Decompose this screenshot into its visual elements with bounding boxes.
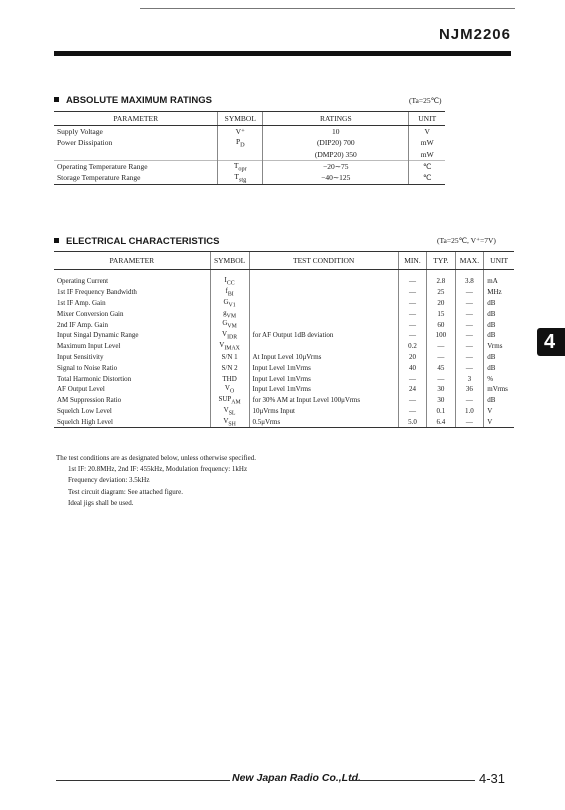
note-line: Test circuit diagram: See attached figure. xyxy=(68,487,183,496)
symbol-cell: $P_D$ xyxy=(218,137,263,149)
max-cell: 3 xyxy=(455,373,484,384)
parameter-cell: Operating Current xyxy=(57,277,109,286)
symbol-cell: $G_{V1}$ xyxy=(210,298,249,309)
col-symbol: SYMBOL xyxy=(210,252,249,270)
part-number: NJM2206 xyxy=(438,26,511,43)
parameter-cell: AM Suppression Ratio xyxy=(57,396,122,405)
parameter-cell: 1st IF Amp. Gain xyxy=(57,298,106,307)
symbol-cell: $V_{SH}$ xyxy=(210,416,249,427)
test-condition-cell: 10μVrms Input xyxy=(249,406,398,417)
max-cell: — xyxy=(455,287,484,298)
col-min: MIN. xyxy=(398,252,426,270)
table-row xyxy=(54,270,514,287)
min-cell: 40 xyxy=(398,362,426,373)
unit-cell: V xyxy=(484,406,514,417)
typ-cell: 60 xyxy=(427,319,455,330)
table-row xyxy=(54,330,514,341)
unit-cell: dB xyxy=(484,352,514,363)
parameter-cell: Storage Temperature Range xyxy=(54,172,218,184)
notes-intro: The test conditions are as designated below, unless otherwise specified. xyxy=(56,454,256,462)
min-cell: 24 xyxy=(398,384,426,395)
parameter-cell: Supply Voltage xyxy=(57,127,103,136)
min-cell: 20 xyxy=(398,352,426,363)
typ-cell: 15 xyxy=(427,308,455,319)
test-notes xyxy=(56,453,256,509)
test-condition-cell: Input Level 1mVrms xyxy=(249,384,398,395)
unit-cell: Vrms xyxy=(484,341,514,352)
electrical-table xyxy=(54,251,514,428)
table-row xyxy=(54,298,514,309)
parameter-cell: 1st IF Frequency Bandwidth xyxy=(57,288,137,297)
min-cell: 0.2 xyxy=(398,341,426,352)
col-unit: UNIT xyxy=(409,112,445,126)
symbol-cell: V⁺ xyxy=(218,126,263,138)
max-cell: — xyxy=(455,362,484,373)
col-parameter: PARAMETER xyxy=(54,112,218,126)
parameter-cell: Input Singal Dynamic Range xyxy=(57,331,139,340)
typ-cell: 0.1 xyxy=(427,406,455,417)
ratings-cell: (DIP20) 700 xyxy=(263,137,409,149)
parameter-cell: Mixer Conversion Gain xyxy=(57,309,124,318)
header-bar xyxy=(54,51,511,56)
unit-cell: dB xyxy=(484,308,514,319)
symbol-cell: $T_{opr}$ xyxy=(218,160,263,172)
unit-cell: dB xyxy=(484,395,514,406)
typ-cell: 25 xyxy=(427,287,455,298)
unit-cell: V xyxy=(484,416,514,427)
absolute-max-table xyxy=(54,111,445,185)
unit-cell: mW xyxy=(409,137,445,149)
footer-brand: New Japan Radio Co.,Ltd. xyxy=(232,772,361,784)
table-header-row xyxy=(54,252,514,270)
test-condition-cell: Input Level 1mVrms xyxy=(249,362,398,373)
unit-cell: % xyxy=(484,373,514,384)
parameter-cell: Input Sensitivity xyxy=(57,352,104,361)
symbol-cell: $V_{IDR}$ xyxy=(210,330,249,341)
unit-cell: mA xyxy=(484,270,514,287)
max-cell: 1.0 xyxy=(455,406,484,417)
typ-cell: 30 xyxy=(427,395,455,406)
symbol-cell: THD xyxy=(210,373,249,384)
max-cell: 3.8 xyxy=(455,270,484,287)
parameter-cell: 2nd IF Amp. Gain xyxy=(57,320,108,329)
symbol-cell: S/N 2 xyxy=(210,362,249,373)
col-test-condition: TEST CONDITION xyxy=(249,252,398,270)
ratings-cell: (DMP20) 350 xyxy=(263,149,409,161)
col-unit: UNIT xyxy=(484,252,514,270)
min-cell: — xyxy=(398,308,426,319)
table-row xyxy=(54,149,445,161)
test-condition-cell xyxy=(249,319,398,330)
square-bullet-icon xyxy=(54,238,59,243)
test-condition-cell: for 30% AM at Input Level 100μVrms xyxy=(249,395,398,406)
table-row xyxy=(54,287,514,298)
table-row xyxy=(54,395,514,406)
parameter-cell: Total Harmonic Distortion xyxy=(57,374,132,383)
typ-cell: 2.8 xyxy=(427,270,455,287)
note-line: Frequency deviation: 3.5kHz xyxy=(68,476,150,485)
table-row xyxy=(54,384,514,395)
col-typ: TYP. xyxy=(427,252,455,270)
unit-cell: ℃ xyxy=(409,160,445,172)
unit-cell: dB xyxy=(484,319,514,330)
unit-cell: MHz xyxy=(484,287,514,298)
min-cell: — xyxy=(398,330,426,341)
symbol-cell: $V_{IMAX}$ xyxy=(210,341,249,352)
min-cell: — xyxy=(398,395,426,406)
page-number: 4-31 xyxy=(479,771,506,786)
ratings-cell: −20∼75 xyxy=(263,160,409,172)
parameter-cell: Squelch Low Level xyxy=(57,406,112,415)
test-condition-cell xyxy=(249,287,398,298)
max-cell: 36 xyxy=(455,384,484,395)
absolute-max-heading xyxy=(54,95,212,106)
symbol-cell: $V_{SL}$ xyxy=(210,406,249,417)
absolute-max-title: ABSOLUTE MAXIMUM RATINGS xyxy=(66,95,213,106)
max-cell: — xyxy=(455,330,484,341)
footer-rule-left xyxy=(56,780,230,781)
parameter-cell: Signal to Noise Ratio xyxy=(57,363,118,372)
parameter-cell: Operating Temperature Range xyxy=(54,160,218,172)
test-condition-cell xyxy=(249,341,398,352)
table-row xyxy=(54,362,514,373)
typ-cell: — xyxy=(427,373,455,384)
test-condition-cell xyxy=(249,270,398,287)
min-cell: — xyxy=(398,298,426,309)
symbol-cell: $G_{VM}$ xyxy=(210,319,249,330)
table-row xyxy=(54,172,445,184)
test-condition-cell xyxy=(249,298,398,309)
ratings-cell: −40∼125 xyxy=(263,172,409,184)
typ-cell: 6.4 xyxy=(427,416,455,427)
table-row xyxy=(54,137,445,149)
unit-cell: mVrms xyxy=(484,384,514,395)
min-cell: — xyxy=(398,319,426,330)
test-condition-cell: 0.5μVrms xyxy=(249,416,398,427)
max-cell: — xyxy=(455,298,484,309)
col-parameter: PARAMETER xyxy=(54,252,210,270)
electrical-condition: (Ta=25℃, V⁺=7V) xyxy=(437,236,496,245)
table-row xyxy=(54,341,514,352)
typ-cell: — xyxy=(427,341,455,352)
table-row xyxy=(54,416,514,427)
test-condition-cell xyxy=(249,308,398,319)
parameter-cell xyxy=(54,149,218,161)
symbol-cell: $SUP_{AM}$ xyxy=(210,395,249,406)
typ-cell: 20 xyxy=(427,298,455,309)
absolute-max-condition: (Ta=25℃) xyxy=(409,96,442,105)
table-header-row xyxy=(54,112,445,126)
max-cell: — xyxy=(455,341,484,352)
min-cell: — xyxy=(398,270,426,287)
max-cell: — xyxy=(455,352,484,363)
unit-cell: mW xyxy=(409,149,445,161)
typ-cell: 30 xyxy=(427,384,455,395)
unit-cell: dB xyxy=(484,330,514,341)
symbol-cell: $I_{CC}$ xyxy=(210,270,249,287)
col-symbol: SYMBOL xyxy=(218,112,263,126)
chapter-tab: 4 xyxy=(537,328,565,356)
table-row xyxy=(54,126,445,138)
symbol-cell: S/N 1 xyxy=(210,352,249,363)
unit-cell: V xyxy=(409,126,445,138)
symbol-cell: $V_O$ xyxy=(210,384,249,395)
table-row xyxy=(54,352,514,363)
min-cell: 5.0 xyxy=(398,416,426,427)
electrical-heading xyxy=(54,236,219,247)
table-row xyxy=(54,373,514,384)
min-cell: — xyxy=(398,373,426,384)
unit-cell: ℃ xyxy=(409,172,445,184)
unit-cell: dB xyxy=(484,298,514,309)
max-cell: — xyxy=(455,416,484,427)
parameter-cell: Squelch High Level xyxy=(54,416,210,427)
symbol-cell: $g_{VM}$ xyxy=(210,308,249,319)
top-rule xyxy=(140,8,515,9)
table-row xyxy=(54,160,445,172)
test-condition-cell: for AF Output 1dB deviation xyxy=(249,330,398,341)
col-ratings: RATINGS xyxy=(263,112,409,126)
typ-cell: — xyxy=(427,352,455,363)
ratings-cell: 10 xyxy=(263,126,409,138)
electrical-title: ELECTRICAL CHARACTERISTICS xyxy=(66,236,220,247)
symbol-cell: $f_{BI}$ xyxy=(210,287,249,298)
footer-rule-right xyxy=(350,780,475,781)
parameter-cell: AF Output Level xyxy=(57,385,105,394)
symbol-cell xyxy=(218,149,263,161)
typ-cell: 100 xyxy=(427,330,455,341)
max-cell: — xyxy=(455,319,484,330)
min-cell: — xyxy=(398,287,426,298)
typ-cell: 45 xyxy=(427,362,455,373)
max-cell: — xyxy=(455,395,484,406)
test-condition-cell: Input Level 1mVrms xyxy=(249,373,398,384)
max-cell: — xyxy=(455,308,484,319)
table-row xyxy=(54,319,514,330)
symbol-cell: $T_{stg}$ xyxy=(218,172,263,184)
table-row xyxy=(54,406,514,417)
parameter-cell: Maximum Input Level xyxy=(57,342,121,351)
test-condition-cell: At Input Level 10μVrms xyxy=(249,352,398,363)
min-cell: — xyxy=(398,406,426,417)
table-row xyxy=(54,308,514,319)
square-bullet-icon xyxy=(54,97,59,102)
unit-cell: dB xyxy=(484,362,514,373)
note-line: Ideal jigs shall be used. xyxy=(68,498,134,507)
col-max: MAX. xyxy=(455,252,484,270)
parameter-cell: Power Dissipation xyxy=(57,138,113,148)
note-line: 1st IF: 20.8MHz, 2nd IF: 455kHz, Modulation frequency: 1kHz xyxy=(68,465,248,474)
